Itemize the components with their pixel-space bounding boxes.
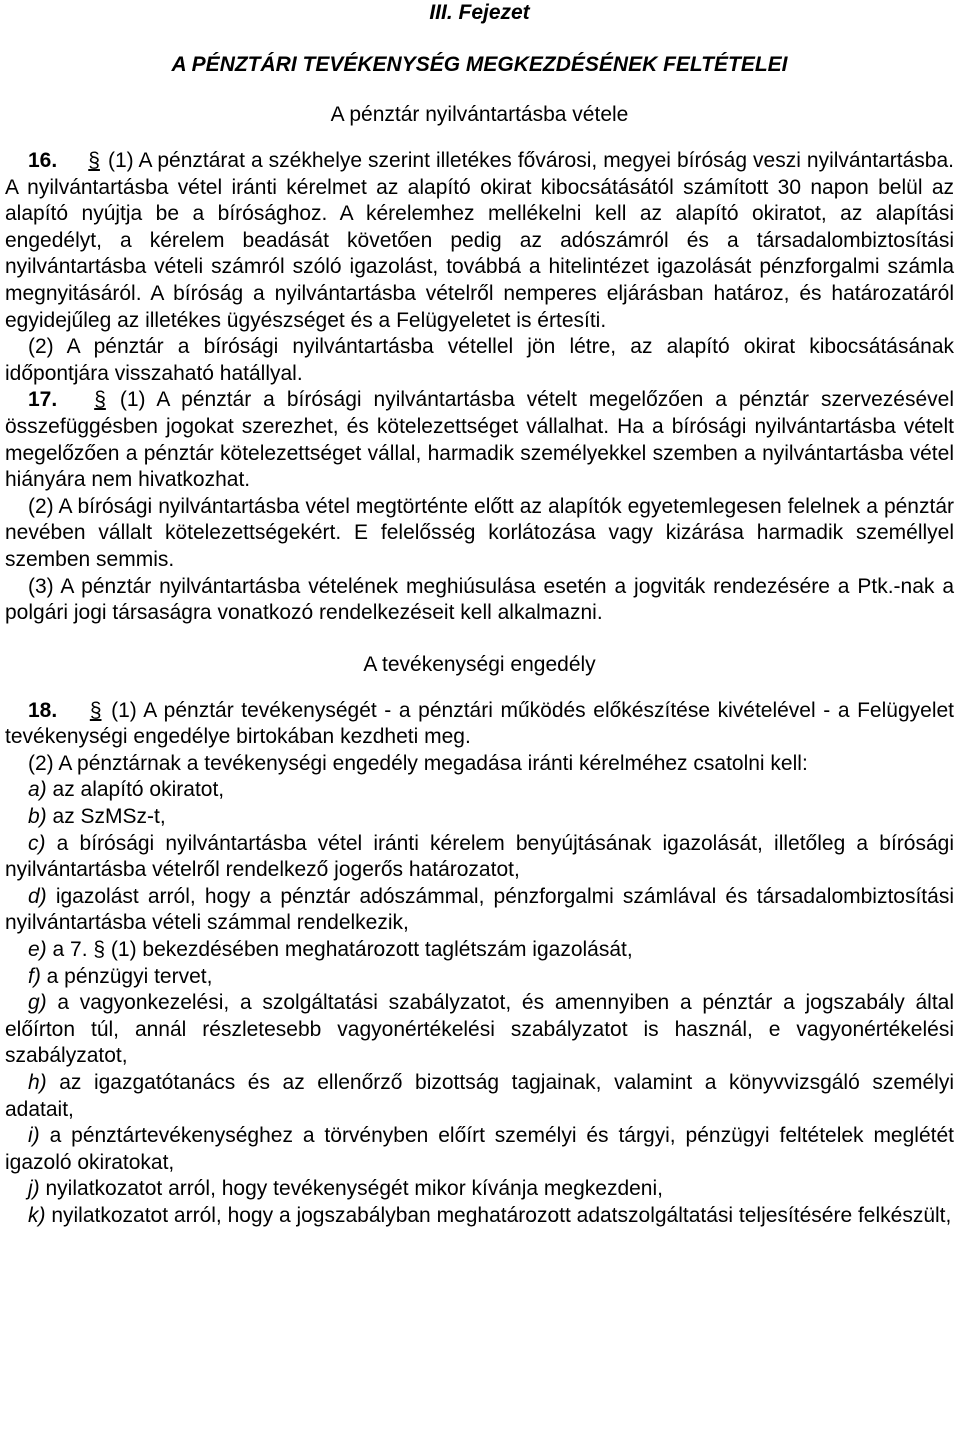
- paragraph-text: (1) A pénztár a bírósági nyilvántartásba vételt megelőzően a pénztár szervezésével összefüggésben jogokat szerezhet, és kötelezettséget vállalhat. Ha a bírósági nyilvántartásba vételt megelőzően a pénztár kötelezettséget vállal, harmadik személyekkel szemben a nyilvántartásba vétel hiányára nem hivatkozhat.: [5, 388, 955, 492]
- list-item-text: a vagyonkezelési, a szolgáltatási szabályzatot, és amennyiben a pénztár a jogszabály által előírton túl, annál részletesebb vagyonértékelési szabályzatot is használ, e vagyonértékelési szabályzatot,: [5, 991, 954, 1068]
- list-item: [5, 964, 954, 991]
- section-number: 16.: [28, 149, 58, 172]
- section-16: [5, 148, 954, 387]
- section-18: [5, 698, 954, 1230]
- section-17-para-1: [5, 387, 954, 493]
- list-item: [5, 990, 954, 1070]
- section-18-para-2: (2) A pénztárnak a tevékenységi engedély megadása iránti kérelméhez csatolni kell:: [28, 751, 808, 775]
- list-item-text: igazolást arról, hogy a pénztár adószámmal, pénzforgalmi számlával és társadalombiztosítási nyilvántartásba vételi számmal rendelkezik,: [5, 884, 954, 935]
- list-item-label: g): [28, 991, 47, 1015]
- list-item-text: a pénztártevékenységhez a törvényben előírt személyi és tárgyi, pénzügyi feltételek meglétét igazoló okiratokat,: [5, 1124, 954, 1174]
- list-item-label: j): [28, 1177, 40, 1201]
- section-heading-license: A tevékenységi engedély: [363, 652, 596, 676]
- list-item: [5, 831, 954, 884]
- list-item-label: c): [28, 831, 46, 855]
- chapter-title: III. Fejezet: [429, 1, 530, 24]
- paragraph-text: (1) A pénztárat a székhelye szerint illetékes fővárosi, megyei bíróság veszi nyilvántartásba. A nyilvántartásba vétel iránti kérelmet az alapító okirat kibocsátásától számított 30 napon belül az alapító nyújtja be a bírósághoz. A kérelemhez mellékelni kell az alapító okiratot, az alapítási engedélyt, a kérelem beadását követően pedig az adószámról és a társadalombiztosítási nyilvántartásba vételi számról szóló igazolást, továbbá a hitelintézet igazolását pénzforgalmi számla megnyitásáról. A bíróság a nyilvántartásba vételről nemperes eljárásban határoz, és határozatáról egyidejűleg az illetékes ügyészséget és a Felügyeletet is értesíti.: [5, 149, 954, 332]
- list-item: [5, 884, 954, 937]
- attachment-list: [5, 777, 954, 1229]
- paragraph-text: (1) A pénztár tevékenységét - a pénztári működés előkészítése kivételével - a Felügyelet tevékenységi engedélye birtokában kezdheti meg.: [5, 698, 954, 749]
- list-item-label: f): [28, 964, 41, 988]
- list-item: [5, 1176, 954, 1203]
- section-16-para-2: (2) A pénztár a bírósági nyilvántartásba vétellel jön létre, az alapító okirat kibocsátásának időpontjára visszaható hatállyal.: [5, 335, 954, 385]
- list-item-label: h): [28, 1071, 47, 1094]
- list-item-label: b): [28, 805, 47, 829]
- list-item-label: k): [28, 1203, 46, 1227]
- list-item-label: a): [28, 778, 47, 802]
- section-18-para-1: [5, 698, 954, 751]
- section-number: 17.: [28, 388, 58, 412]
- list-item-label: d): [28, 884, 47, 908]
- list-item: [5, 1070, 954, 1123]
- section-sign-icon: §: [88, 149, 100, 172]
- list-item-text: nyilatkozatot arról, hogy a jogszabályban meghatározott adatszolgáltatási teljesítésére felkészült,: [45, 1203, 952, 1227]
- list-item-label: i): [28, 1124, 40, 1148]
- list-item: [5, 937, 954, 964]
- section-17-para-3: (3) A pénztár nyilvántartásba vételének meghiúsulása esetén a jogviták rendezésére a Ptk.-nak a polgári jogi társaságra vonatkozó rendelkezéseit kell alkalmazni.: [5, 574, 954, 625]
- list-item-text: az alapító okiratot,: [46, 778, 225, 802]
- list-item-text: nyilatkozatot arról, hogy tevékenységét mikor kívánja megkezdeni,: [39, 1177, 663, 1201]
- list-item: [5, 1123, 954, 1176]
- list-item: [5, 777, 954, 804]
- section-heading-registration: A pénztár nyilvántartásba vétele: [330, 103, 629, 126]
- list-item-text: a pénzügyi tervet,: [40, 964, 213, 988]
- chapter-subtitle: A PÉNZTÁRI TEVÉKENYSÉG MEGKEZDÉSÉNEK FELTÉTELEI: [171, 53, 788, 76]
- list-item: [5, 1203, 954, 1230]
- list-item: [5, 804, 954, 831]
- section-17: [5, 387, 954, 626]
- list-item-text: a bírósági nyilvántartásba vétel iránti kérelem benyújtásának igazolását, illetőleg a bírósági nyilvántartásba vételről rendelkező jogerős határozatot,: [5, 831, 954, 882]
- section-sign-icon: §: [89, 698, 102, 722]
- section-sign-icon: §: [94, 388, 106, 412]
- list-item-text: az igazgatótanács és az ellenőrző bizottság tagjainak, valamint a könyvvizsgáló személyi adatait,: [5, 1071, 954, 1121]
- list-item-label: e): [28, 938, 47, 962]
- list-item-text: az SzMSz-t,: [46, 805, 166, 829]
- section-17-para-2: (2) A bírósági nyilvántartásba vétel megtörténte előtt az alapítók egyetemlegesen felelnek a pénztár nevében vállalt kötelezettségekért. E felelősség korlátozása vagy kizárása harmadik személlyel szemben semmis.: [5, 494, 954, 571]
- section-16-para-1: [5, 148, 954, 334]
- list-item-text: a 7. § (1) bekezdésében meghatározott taglétszám igazolását,: [46, 938, 633, 962]
- section-number: 18.: [28, 698, 58, 722]
